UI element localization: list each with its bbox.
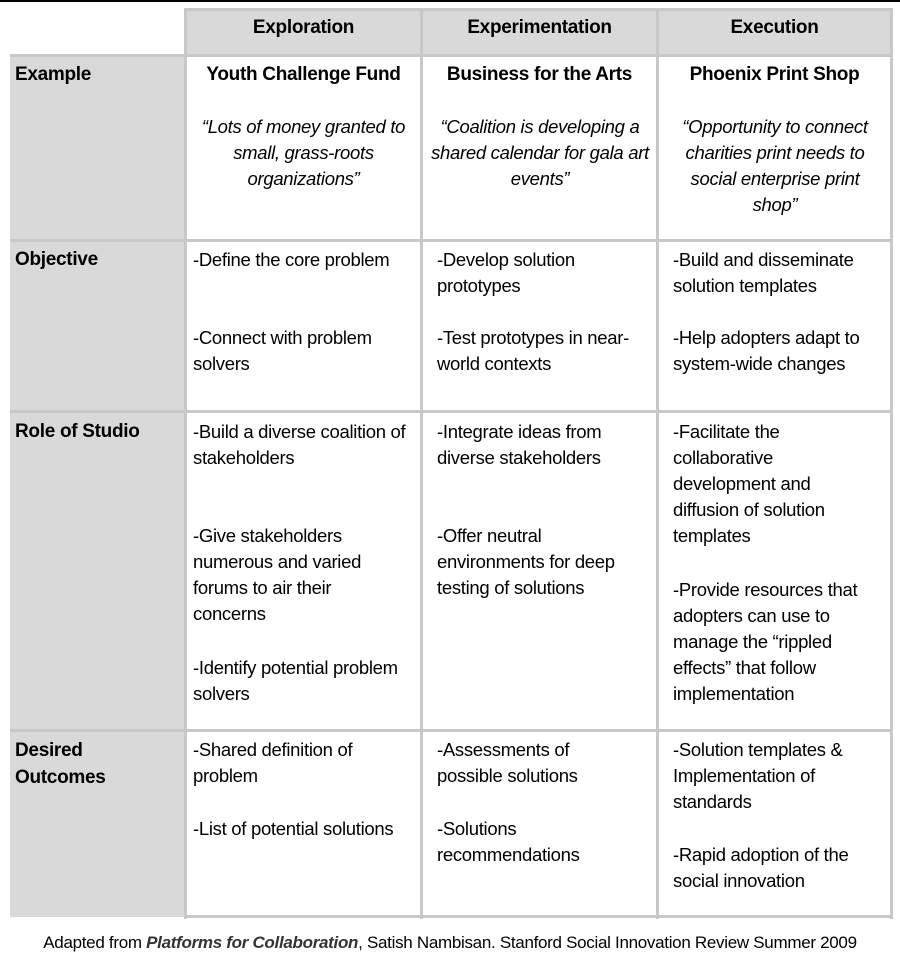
row-label-outcomes: Outcomes (15, 767, 106, 788)
column-header-experimentation: Experimentation (467, 17, 612, 38)
example-title-execution: Phoenix Print Shop (689, 64, 860, 85)
citation-prefix: Adapted from (43, 933, 147, 952)
grid-line (184, 8, 187, 919)
objective-execution-item: -Build and disseminate solution templates (673, 249, 854, 296)
objective-exploration-item: -Connect with problem solvers (193, 327, 372, 374)
grid-line (420, 8, 423, 919)
objective-execution-item: -Help adopters adapt to system-wide changes (673, 327, 860, 374)
outcomes-experimentation-item: -Solutions recommendations (437, 818, 580, 865)
citation-suffix: , Satish Nambisan. Stanford Social Innovation Review Summer 2009 (358, 933, 857, 952)
grid-line (10, 410, 892, 413)
example-title-exploration: Youth Challenge Fund (206, 64, 401, 85)
role-exploration-item: -Identify potential problem solvers (193, 657, 398, 704)
grid-line (890, 8, 893, 919)
role-execution-item: -Provide resources that adopters can use to manage the “rippled effects” that follow implementation (673, 579, 858, 704)
outcomes-execution-item: -Rapid adoption of the social innovation (673, 844, 849, 891)
role-experimentation-item: -Integrate ideas from diverse stakeholders (437, 421, 602, 468)
grid-line (186, 915, 892, 918)
role-experimentation-item: -Offer neutral environments for deep testing of solutions (437, 525, 615, 598)
row-label-role-of-studio: Role of Studio (15, 421, 140, 442)
role-exploration-item: -Build a diverse coalition of stakeholders (193, 421, 406, 468)
row-label-desired: Desired (15, 740, 83, 761)
grid-line (10, 729, 892, 732)
objective-exploration-item: -Define the core problem (193, 249, 390, 270)
example-quote-execution: “Opportunity to connect charities print needs to social enterprise print shop” (682, 116, 868, 215)
outcomes-exploration-item: -List of potential solutions (193, 818, 394, 839)
row-label-desired-outcomes (15, 737, 106, 791)
outcomes-experimentation-item: -Assessments of possible solutions (437, 739, 578, 786)
outcomes-execution-item: -Solution templates & Implementation of standards (673, 739, 843, 812)
example-title-experimentation: Business for the Arts (446, 64, 633, 85)
outcomes-exploration-item: -Shared definition of problem (193, 739, 353, 786)
role-exploration-item: -Give stakeholders numerous and varied forums to air their concerns (193, 525, 362, 624)
row-label-objective: Objective (15, 249, 98, 270)
column-header-execution: Execution (730, 17, 819, 38)
objective-experimentation-item: -Develop solution prototypes (437, 249, 575, 296)
example-quote-exploration: “Lots of money granted to small, grass-roots organizations” (201, 116, 406, 189)
role-execution-item: -Facilitate the collaborative development and diffusion of solution templates (673, 421, 825, 546)
objective-experimentation-item: -Test prototypes in near-world contexts (437, 327, 629, 374)
citation-title: Platforms for Collaboration (146, 933, 359, 952)
example-quote-experimentation: “Coalition is developing a shared calendar for gala art events” (431, 116, 649, 189)
row-label-example: Example (15, 64, 92, 85)
grid-line (656, 8, 659, 919)
column-header-exploration: Exploration (252, 17, 355, 38)
source-citation (0, 931, 900, 955)
grid-line (10, 239, 892, 242)
